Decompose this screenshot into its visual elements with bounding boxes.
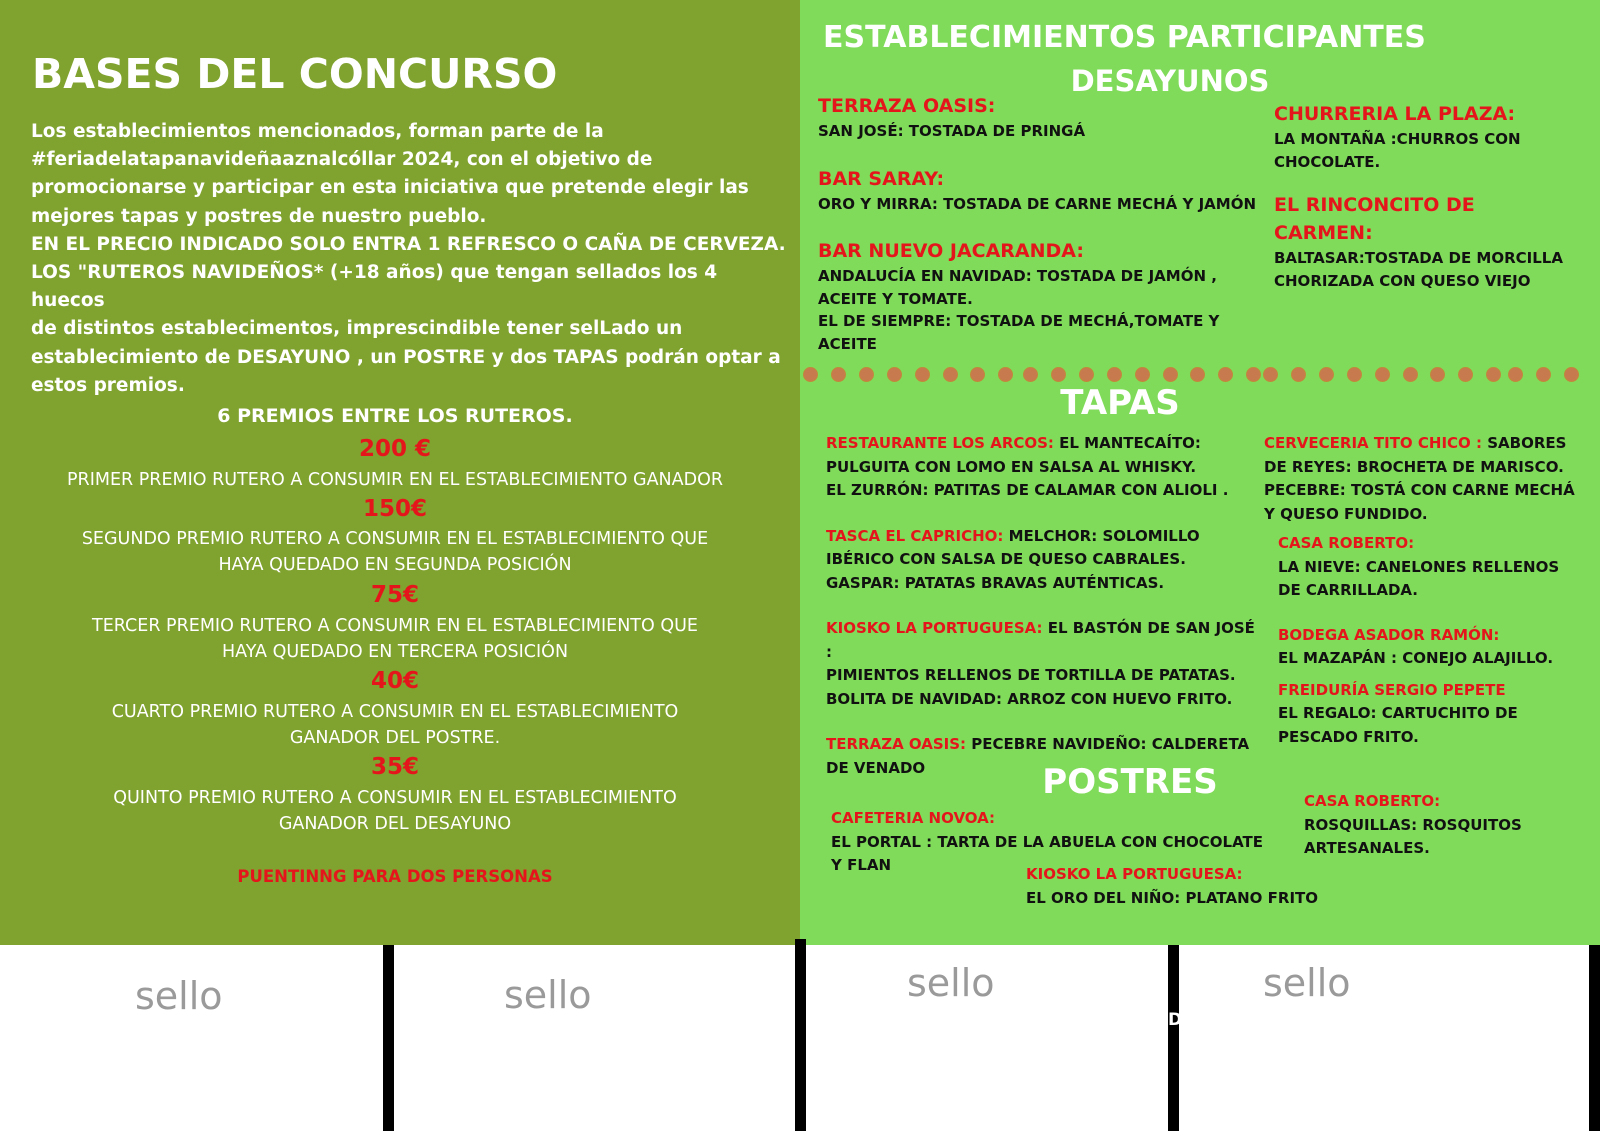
dish-line: ARTESANALES. <box>1304 839 1430 857</box>
dish-line: PECEBRE: TOSTÁ CON CARNE MECHÁ <box>1264 481 1575 499</box>
dish-line: PIMIENTOS RELLENOS DE TORTILLA DE PATATAS. <box>826 666 1236 684</box>
divider-dot <box>970 367 985 382</box>
prize-description <box>30 527 760 578</box>
postres-heading: POSTRES <box>1042 762 1218 802</box>
desayunos-col-1 <box>818 92 1268 355</box>
establishment-name: BAR NUEVO JACARANDA: <box>818 240 1084 262</box>
dish-line: IBÉRICO CON SALSA DE QUESO CABRALES. <box>826 550 1186 568</box>
divider-dot <box>859 367 874 382</box>
divider-dot <box>1486 367 1501 382</box>
prize-description <box>30 614 760 665</box>
establishment-name: CARMEN: <box>1274 222 1373 244</box>
prize-line: GANADOR DEL POSTRE. <box>289 727 501 748</box>
divider-dot <box>1403 367 1418 382</box>
divider-dot <box>1218 367 1233 382</box>
establishment-name: KIOSKO LA PORTUGUESA: <box>826 619 1043 637</box>
establishment-name: FREIDURÍA SERGIO PEPETE <box>1278 680 1506 699</box>
dish-line: PESCADO FRITO. <box>1278 727 1419 746</box>
divider-dot <box>1347 367 1362 382</box>
divider-dot <box>1107 367 1122 382</box>
prize-amount: 200 € <box>358 436 432 462</box>
divider-dot <box>1023 367 1038 382</box>
intro-line: promocionarse y participar en esta iniciativa que pretende elegir las <box>31 177 749 199</box>
establishment-name: TERRAZA OASIS: <box>826 735 967 753</box>
stamp-divider <box>795 939 806 1131</box>
dish-line: SAN JOSÉ: TOSTADA DE PRINGÁ <box>818 122 1086 140</box>
dish-line: LA MONTAÑA :CHURROS CON <box>1274 130 1521 148</box>
dish-line: Y QUESO FUNDIDO. <box>1264 504 1428 523</box>
dish-line: EL REGALO: CARTUCHITO DE <box>1278 704 1518 722</box>
divider-dot <box>887 367 902 382</box>
dish-line: BALTASAR:TOSTADA DE MORCILLA <box>1274 249 1563 267</box>
tapa-entry <box>826 525 1256 549</box>
stamp-slot-label: sello <box>135 974 223 1018</box>
prizes-heading: 6 PREMIOS ENTRE LOS RUTEROS. <box>217 405 573 427</box>
divider-dot <box>998 367 1013 382</box>
stamp-divider <box>1589 945 1600 1131</box>
dish-line: MELCHOR: SOLOMILLO <box>1003 526 1200 545</box>
divider-dot <box>1190 367 1205 382</box>
divider-dot <box>1536 367 1551 382</box>
dotted-divider <box>800 367 1600 383</box>
dish-line: ACEITE Y TOMATE. <box>818 289 973 308</box>
prize-line: CUARTO PREMIO RUTERO A CONSUMIR EN EL ESTABLECIMIENTO <box>111 702 679 722</box>
dish-line: CHORIZADA CON QUESO VIEJO <box>1274 271 1531 290</box>
prize-description <box>30 786 760 837</box>
dish-line: Y FLAN <box>831 856 892 874</box>
prize-line: TERCER PREMIO RUTERO A CONSUMIR EN EL ESTABLECIMIENTO QUE <box>92 616 698 636</box>
establishment-name: TASCA EL CAPRICHO: <box>826 526 1004 545</box>
establishment-name: CASA ROBERTO: <box>1304 792 1441 810</box>
dish-line: DE REYES: BROCHETA DE MARISCO. <box>1264 457 1564 476</box>
stamp-divider <box>383 945 394 1131</box>
dish-line: ACEITE <box>818 334 877 353</box>
divider-dot <box>831 367 846 382</box>
prize-line: QUINTO PREMIO RUTERO A CONSUMIR EN EL ESTABLECIMIENTO <box>113 788 677 808</box>
divider-dot <box>1163 367 1178 382</box>
intro-line: de distintos establecimentos, imprescindible tener selLado un <box>31 318 683 340</box>
prize-description <box>30 700 760 751</box>
dish-line: EL DE SIEMPRE: TOSTADA DE MECHÁ,TOMATE Y <box>818 312 1220 330</box>
divider-dot <box>1375 367 1390 382</box>
rules-panel <box>0 0 800 945</box>
dish-line: EL MAZAPÁN : CONEJO ALAJILLO. <box>1278 649 1554 667</box>
tapas-col-1 <box>826 432 1256 780</box>
dish-line: EL ORO DEL NIÑO: PLATANO FRITO <box>1026 888 1319 907</box>
intro-line: Los establecimientos mencionados, forman parte de la <box>31 121 604 142</box>
intro-line: estos premios. <box>31 374 185 396</box>
dish-line: DE VENADO <box>826 758 926 777</box>
prize-amount: 40€ <box>370 668 419 694</box>
divider-dot <box>1291 367 1306 382</box>
establishment-name: KIOSKO LA PORTUGUESA: <box>1026 865 1243 883</box>
intro-line: establecimiento de DESAYUNO , un POSTRE y dos TAPAS podrán optar a <box>31 346 781 368</box>
prize-description <box>30 468 760 494</box>
divider-dot <box>1564 367 1579 382</box>
stray-character: D <box>1168 1010 1183 1030</box>
dish-line: EL MANTECAÍTO: <box>1053 434 1201 452</box>
final-prize: PUENTINNG PARA DOS PERSONAS <box>237 867 553 886</box>
establishments-title: ESTABLECIMIENTOS PARTICIPANTES <box>823 20 1426 55</box>
tapa-entry <box>826 432 1256 456</box>
establishment-name: CAFETERIA NOVOA: <box>831 809 996 827</box>
divider-dot <box>1246 367 1261 382</box>
prize-line: SEGUNDO PREMIO RUTERO A CONSUMIR EN EL ESTABLECIMIENTO QUE <box>81 529 709 549</box>
prize-amount: 35€ <box>370 754 419 780</box>
divider-dot <box>1263 367 1278 382</box>
prize-line: HAYA QUEDADO EN TERCERA POSICIÓN <box>221 641 569 662</box>
dish-line: PECEBRE NAVIDEÑO: CALDERETA <box>966 735 1250 753</box>
divider-dot <box>1135 367 1150 382</box>
establishment-name: BAR SARAY: <box>818 167 945 190</box>
intro-line: EN EL PRECIO INDICADO SOLO ENTRA 1 REFRESCO O CAÑA DE CERVEZA. <box>31 233 786 255</box>
dish-line: PULGUITA CON LOMO EN SALSA AL WHISKY. <box>826 457 1197 476</box>
divider-dot <box>1079 367 1094 382</box>
stamp-slot-label: sello <box>1263 961 1351 1005</box>
desayunos-heading: DESAYUNOS <box>1070 64 1270 98</box>
divider-dot <box>1051 367 1066 382</box>
rules-title: BASES DEL CONCURSO <box>32 50 558 98</box>
dish-line: ORO Y MIRRA: TOSTADA DE CARNE MECHÁ Y JAMÓN <box>818 194 1257 213</box>
dish-line: ROSQUILLAS: ROSQUITOS <box>1304 815 1522 834</box>
dish-line: EL BASTÓN DE SAN JOSÉ : <box>826 619 1255 661</box>
dish-line: GASPAR: PATATAS BRAVAS AUTÉNTICAS. <box>826 573 1165 592</box>
establishment-name: CERVECERIA TITO CHICO : <box>1264 434 1483 452</box>
dish-line: CHOCOLATE. <box>1274 152 1381 171</box>
dish-line: SABORES <box>1482 434 1567 452</box>
tapas-col-2 <box>1264 432 1594 526</box>
stamp-divider <box>1168 945 1179 1131</box>
divider-dot <box>915 367 930 382</box>
dish-line: LA NIEVE: CANELONES RELLENOS <box>1278 557 1560 576</box>
tapas-heading: TAPAS <box>1060 383 1180 423</box>
prize-amount: 75€ <box>370 582 419 608</box>
stamp-slot-label: sello <box>504 973 592 1017</box>
divider-dot <box>943 367 958 382</box>
divider-dot <box>1508 367 1523 382</box>
prize-amount: 150€ <box>362 496 427 522</box>
establishment-name: RESTAURANTE LOS ARCOS: <box>826 434 1054 452</box>
establishments-panel <box>800 0 1600 945</box>
dish-line: BOLITA DE NAVIDAD: ARROZ CON HUEVO FRITO. <box>826 689 1233 708</box>
rules-intro <box>31 118 791 400</box>
establishment-name: EL RINCONCITO DE <box>1274 194 1475 216</box>
desayunos-col-2 <box>1274 100 1594 292</box>
stamp-slot-label: sello <box>907 961 995 1005</box>
establishment-name: TERRAZA OASIS: <box>818 95 996 117</box>
establishment-name: BODEGA ASADOR RAMÓN: <box>1278 625 1500 644</box>
intro-line: LOS "RUTEROS NAVIDEÑOS* (+18 años) que tengan sellados los 4 huecos <box>31 262 718 312</box>
divider-dot <box>1430 367 1445 382</box>
postre-entry <box>1026 863 1466 910</box>
stamp-card <box>0 945 1600 1131</box>
establishment-name: CHURRERIA LA PLAZA: <box>1274 103 1516 125</box>
intro-line: mejores tapas y postres de nuestro pueblo. <box>31 205 487 227</box>
tapa-entry <box>826 733 1256 757</box>
tapa-entry <box>826 617 1256 664</box>
tapa-entry <box>1264 432 1594 456</box>
divider-dot <box>1458 367 1473 382</box>
prize-line: HAYA QUEDADO EN SEGUNDA POSICIÓN <box>218 554 572 575</box>
dish-line: ANDALUCÍA EN NAVIDAD: TOSTADA DE JAMÓN , <box>818 267 1217 285</box>
divider-dot <box>1319 367 1334 382</box>
dish-line: EL PORTAL : TARTA DE LA ABUELA CON CHOCOLATE <box>831 832 1264 851</box>
tapas-col-2b <box>1278 532 1594 749</box>
prize-line: GANADOR DEL DESAYUNO <box>278 813 512 834</box>
dish-line: DE CARRILLADA. <box>1278 581 1418 599</box>
prize-line: PRIMER PREMIO RUTERO A CONSUMIR EN EL ESTABLECIMIENTO GANADOR <box>66 470 724 490</box>
intro-line: #feriadelatapanavideñaaznalcóllar 2024, con el objetivo de <box>31 149 653 171</box>
divider-dot <box>803 367 818 382</box>
establishment-name: CASA ROBERTO: <box>1278 534 1415 552</box>
postre-entry <box>1304 790 1584 861</box>
dish-line: EL ZURRÓN: PATITAS DE CALAMAR CON ALIOLI . <box>826 481 1229 499</box>
